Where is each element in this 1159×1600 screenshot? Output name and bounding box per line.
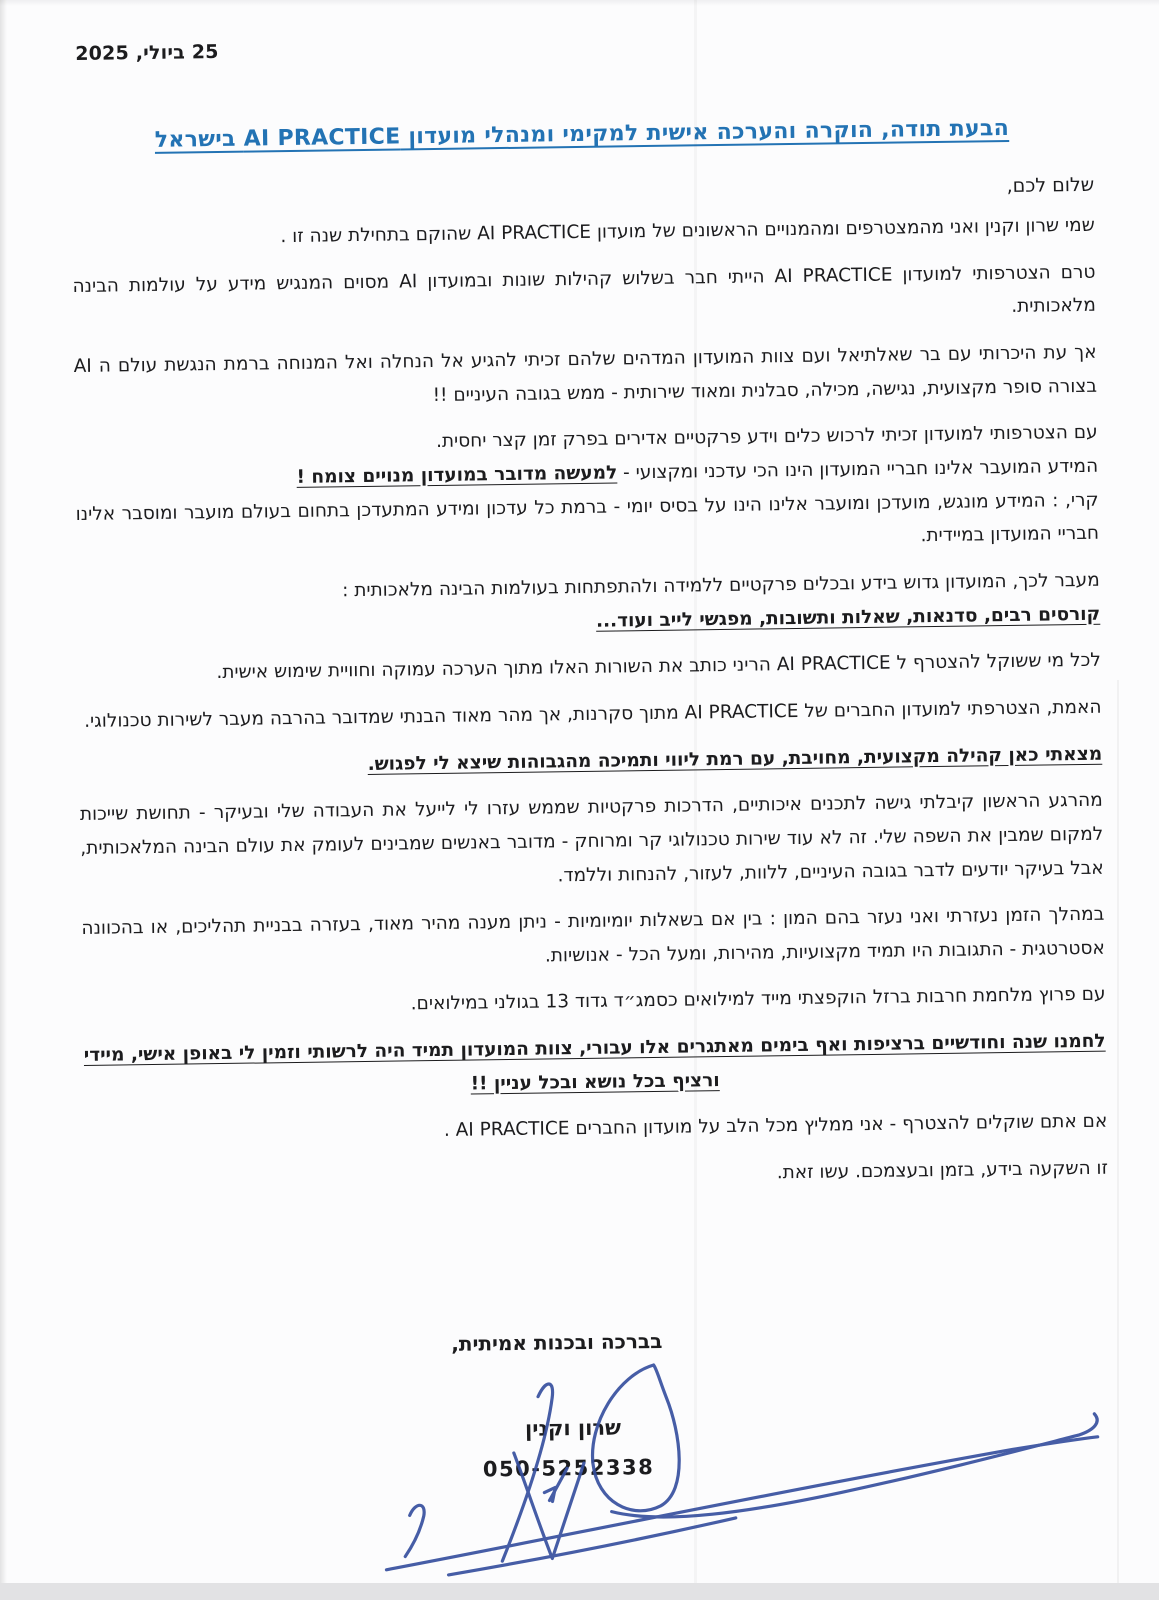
- letter-paragraph: [80, 784, 1104, 899]
- letter-paragraph: [72, 255, 1096, 337]
- letter-paragraph: [78, 691, 1101, 739]
- text-run: מהרגע הראשון קיבלתי גישה לתכנים איכותיים, הדרכות פרקטיות שממש עזרו לי לייעל את העבודה שלי ובעיקר - תחושת שייכות למקום שמבין את השפה שלי. זה לא עוד שירות טכנולוגי קר ומרוחק - מדובר באנשים שמבינים לעומק את עולם הבינה המלאכותית, אבל בעיקר יודעים לדבר בגובה העיניים, ללוות, לעזור, להנחות וללמד.: [79, 789, 1104, 886]
- text-run: המידע המועבר אלינו חבריי המועדון הינו הכי עדכני ומקצועי -: [617, 455, 1099, 484]
- letter-date: 25 ביולי, 2025: [75, 40, 219, 65]
- scan-edge-artifact: [1117, 680, 1119, 1600]
- letter-paragraph: [81, 898, 1105, 980]
- letter-body: [72, 209, 1109, 1200]
- text-run: עם פרוץ מלחמת חרבות ברזל הוקפצתי מייד למילואים כסמג״ד גדוד 13 בגולני במילואים.: [410, 984, 1106, 1015]
- letter-content: [69, 0, 1109, 1213]
- signer-name: שרון וקנין: [524, 1415, 622, 1441]
- text-run: קרי, : המידע מונגש, מועדכן ומועבר אלינו הינו על בסיס יומי - ברמת כל עדכון ומידע המתעדכן בתחום בעולם מועבר ומוסבר אלינו חבריי המועדון במיידית.: [75, 489, 1100, 547]
- letter-paragraph: [77, 564, 1101, 646]
- text-run: זו השקעה בידע, בזמן ובעצמכם. עשו זאת.: [776, 1157, 1109, 1184]
- letter-paragraph: [83, 1025, 1107, 1107]
- text-run: עם הצטרפותי למועדון זכיתי לרכוש כלים וידע פרקטיים אדירים בפרק זמן קצר יחסית.: [435, 422, 1098, 453]
- letter-paragraph: [72, 209, 1095, 257]
- scan-bottom-edge: [0, 1583, 1159, 1600]
- text-run: האמת, הצטרפתי למועדון החברים של AI PRACTICE מתוך סקרנות, אך מהר מאוד הבנתי שמדובר בהרבה מעבר לשירות טכנולוגי.: [84, 696, 1102, 732]
- text-run: במהלך הזמן נעזרתי ואני נעזר בהם המון : בין אם בשאלות יומיומיות - ניתן מענה מהיר מאוד, בעזרה בבניית תהליכים, או בהכוונה אסטרטגית - התגובות היו תמיד מקצועיות, מהירות, ומעל הכל - אנושיות.: [81, 903, 1105, 967]
- scan-left-edge: [0, 0, 7, 1600]
- letter-title: הבעת תודה, הוקרה והערכה אישית למקימי ומנהלי מועדון AI PRACTICE בישראל: [154, 115, 1010, 153]
- text-run: לחמנו שנה וחודשיים ברציפות ואף בימים מאתגרים אלו עבורי, צוות המועדון תמיד היה לרשותי וזמין לי באופן אישי, מיידי ורציף בכל נושא ובכל עניין !!: [83, 1030, 1106, 1095]
- signer-phone: 050-5252338: [482, 1455, 655, 1482]
- letter-paragraph: [75, 416, 1100, 565]
- scan-fold-artifact: [694, 0, 697, 1600]
- text-run: שמי שרון וקנין ואני מהמצטרפים ומהמנויים הראשונים של מועדון AI PRACTICE שהוקם בתחילת שנה זו .: [280, 214, 1095, 248]
- letter-paragraph: [78, 644, 1101, 692]
- letter-paragraph: [79, 737, 1102, 785]
- text-run: קורסים רבים, סדנאות, שאלות ותשובות, מפגשי לייב ועוד...: [595, 603, 1101, 632]
- text-run: טרם הצטרפותי למועדון AI PRACTICE הייתי חבר בשלוש קהילות שונות ובמועדון AI מסוים המנגיש מידע על עולמות הבינה מלאכותית.: [72, 261, 1097, 318]
- letter-paragraph: [84, 1105, 1107, 1153]
- letter-paragraph: [73, 336, 1097, 418]
- text-run: אך עת היכרותי עם בר שאלתיאל ועם צוות המועדון המדהים שלהם זכיתי להגיע אל הנחלה ואל המנוחה ברמת הנגשת עולם ה AI בצורה סופר מקצועית, נגישה, מכילה, סבלנית ומאוד שירותית - ממש בגובה העיניים !!: [73, 341, 1098, 406]
- letter-paragraph: [82, 978, 1105, 1026]
- letter-greeting: שלום לכם,: [1006, 173, 1095, 197]
- text-run: למעשה מדובר במועדון מנויים צומח !: [296, 462, 618, 488]
- text-run: לכל מי ששוקל להצטרף ל AI PRACTICE הריני כותב את השורות האלו מתוך הערכה עמוקה וחוויית שימוש אישית.: [216, 649, 1101, 684]
- text-run: מעבר לכך, המועדון גדוש בידע ובכלים פרקטיים ללמידה ולהתפתחות בעולמות הבינה מלאכותית :: [342, 569, 1100, 602]
- text-run: מצאתי כאן קהילה מקצועית, מחויבת, עם רמת ליווי ותמיכה מהגבוהות שיצא לי לפגוש.: [367, 743, 1103, 775]
- letter-paragraph: [85, 1152, 1108, 1200]
- closing-line: בברכה ובכנות אמיתית,: [451, 1328, 663, 1356]
- scan-top-edge: [0, 0, 1159, 6]
- text-run: אם אתם שוקלים להצטרף - אני ממליץ מכל הלב על מועדון החברים AI PRACTICE .: [443, 1111, 1108, 1142]
